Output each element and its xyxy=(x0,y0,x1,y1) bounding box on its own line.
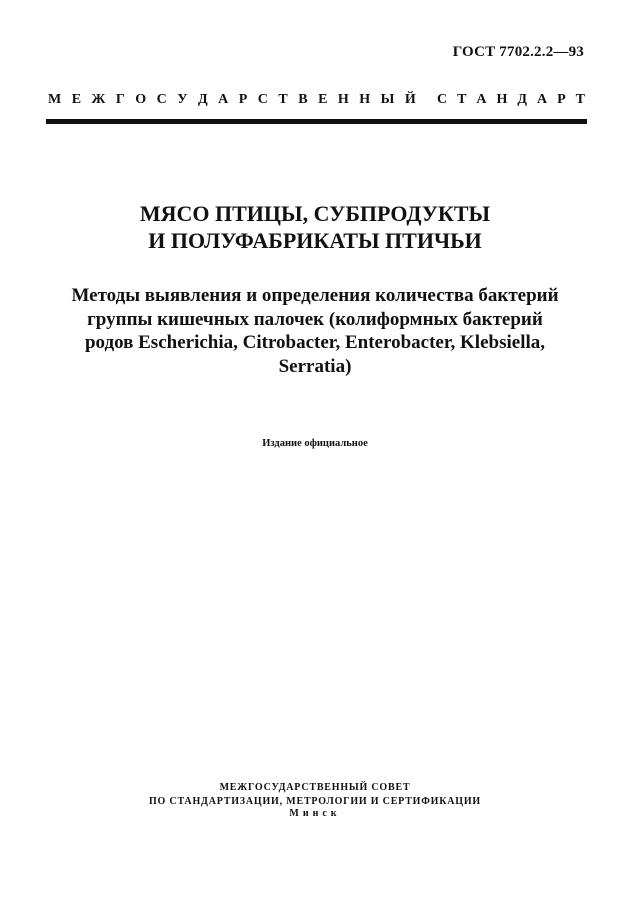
subtitle-line: родов Escherichia, Citrobacter, Enterobacter, Klebsiella, xyxy=(84,332,546,353)
edition-label: Издание официальное xyxy=(262,438,368,449)
publisher-city: Минск xyxy=(289,808,341,819)
title-line: И ПОЛУФАБРИКАТЫ ПТИЧЬИ xyxy=(148,228,482,253)
heading-letter: Т xyxy=(457,92,467,107)
heading-letter: Н xyxy=(496,92,508,107)
heading-letter: С xyxy=(156,92,167,107)
heading-letter: Р xyxy=(557,92,566,107)
interstate-standard-heading xyxy=(48,92,585,108)
heading-letter: М xyxy=(48,92,62,107)
heading-letter: Н xyxy=(337,92,349,107)
document-number: ГОСТ 7702.2.2—93 xyxy=(452,44,584,60)
heading-letter: Г xyxy=(115,92,125,107)
title-line: МЯСО ПТИЦЫ, СУБПРОДУКТЫ xyxy=(139,201,491,226)
heading-letter: В xyxy=(298,92,308,107)
heading-letter: О xyxy=(135,92,147,107)
heading-letter: С xyxy=(257,92,268,107)
heading-letter: С xyxy=(437,92,448,107)
document-subtitle xyxy=(0,284,630,378)
header-divider xyxy=(46,119,587,124)
heading-letter: Д xyxy=(517,92,527,107)
heading-letter: Ж xyxy=(91,92,106,107)
heading-letter: А xyxy=(536,92,548,107)
heading-letter: Е xyxy=(318,92,328,107)
heading-letter: Т xyxy=(278,92,288,107)
heading-letter: Д xyxy=(198,92,208,107)
heading-letter: А xyxy=(218,92,229,107)
heading-letter: У xyxy=(177,92,188,107)
heading-letter: Т xyxy=(575,92,585,107)
publisher-council xyxy=(0,781,630,809)
standard-word xyxy=(437,92,585,108)
heading-letter: Е xyxy=(71,92,82,107)
heading-letter: Й xyxy=(404,92,416,107)
interstate-word xyxy=(48,92,416,108)
subtitle-line: Serratia) xyxy=(278,355,352,377)
subtitle-line: группы кишечных палочек (колиформных бактерий xyxy=(87,308,543,330)
document-title xyxy=(0,200,630,254)
heading-letter: Н xyxy=(359,92,371,107)
heading-letter: Р xyxy=(238,92,248,107)
heading-letter: Ы xyxy=(380,92,395,107)
council-line: МЕЖГОСУДАРСТВЕННЫЙ СОВЕТ xyxy=(219,782,411,793)
subtitle-line: Методы выявления и определения количества бактерий xyxy=(71,285,559,306)
heading-letter: А xyxy=(476,92,487,107)
council-line: ПО СТАНДАРТИЗАЦИИ, МЕТРОЛОГИИ И СЕРТИФИКАЦИИ xyxy=(148,796,482,807)
